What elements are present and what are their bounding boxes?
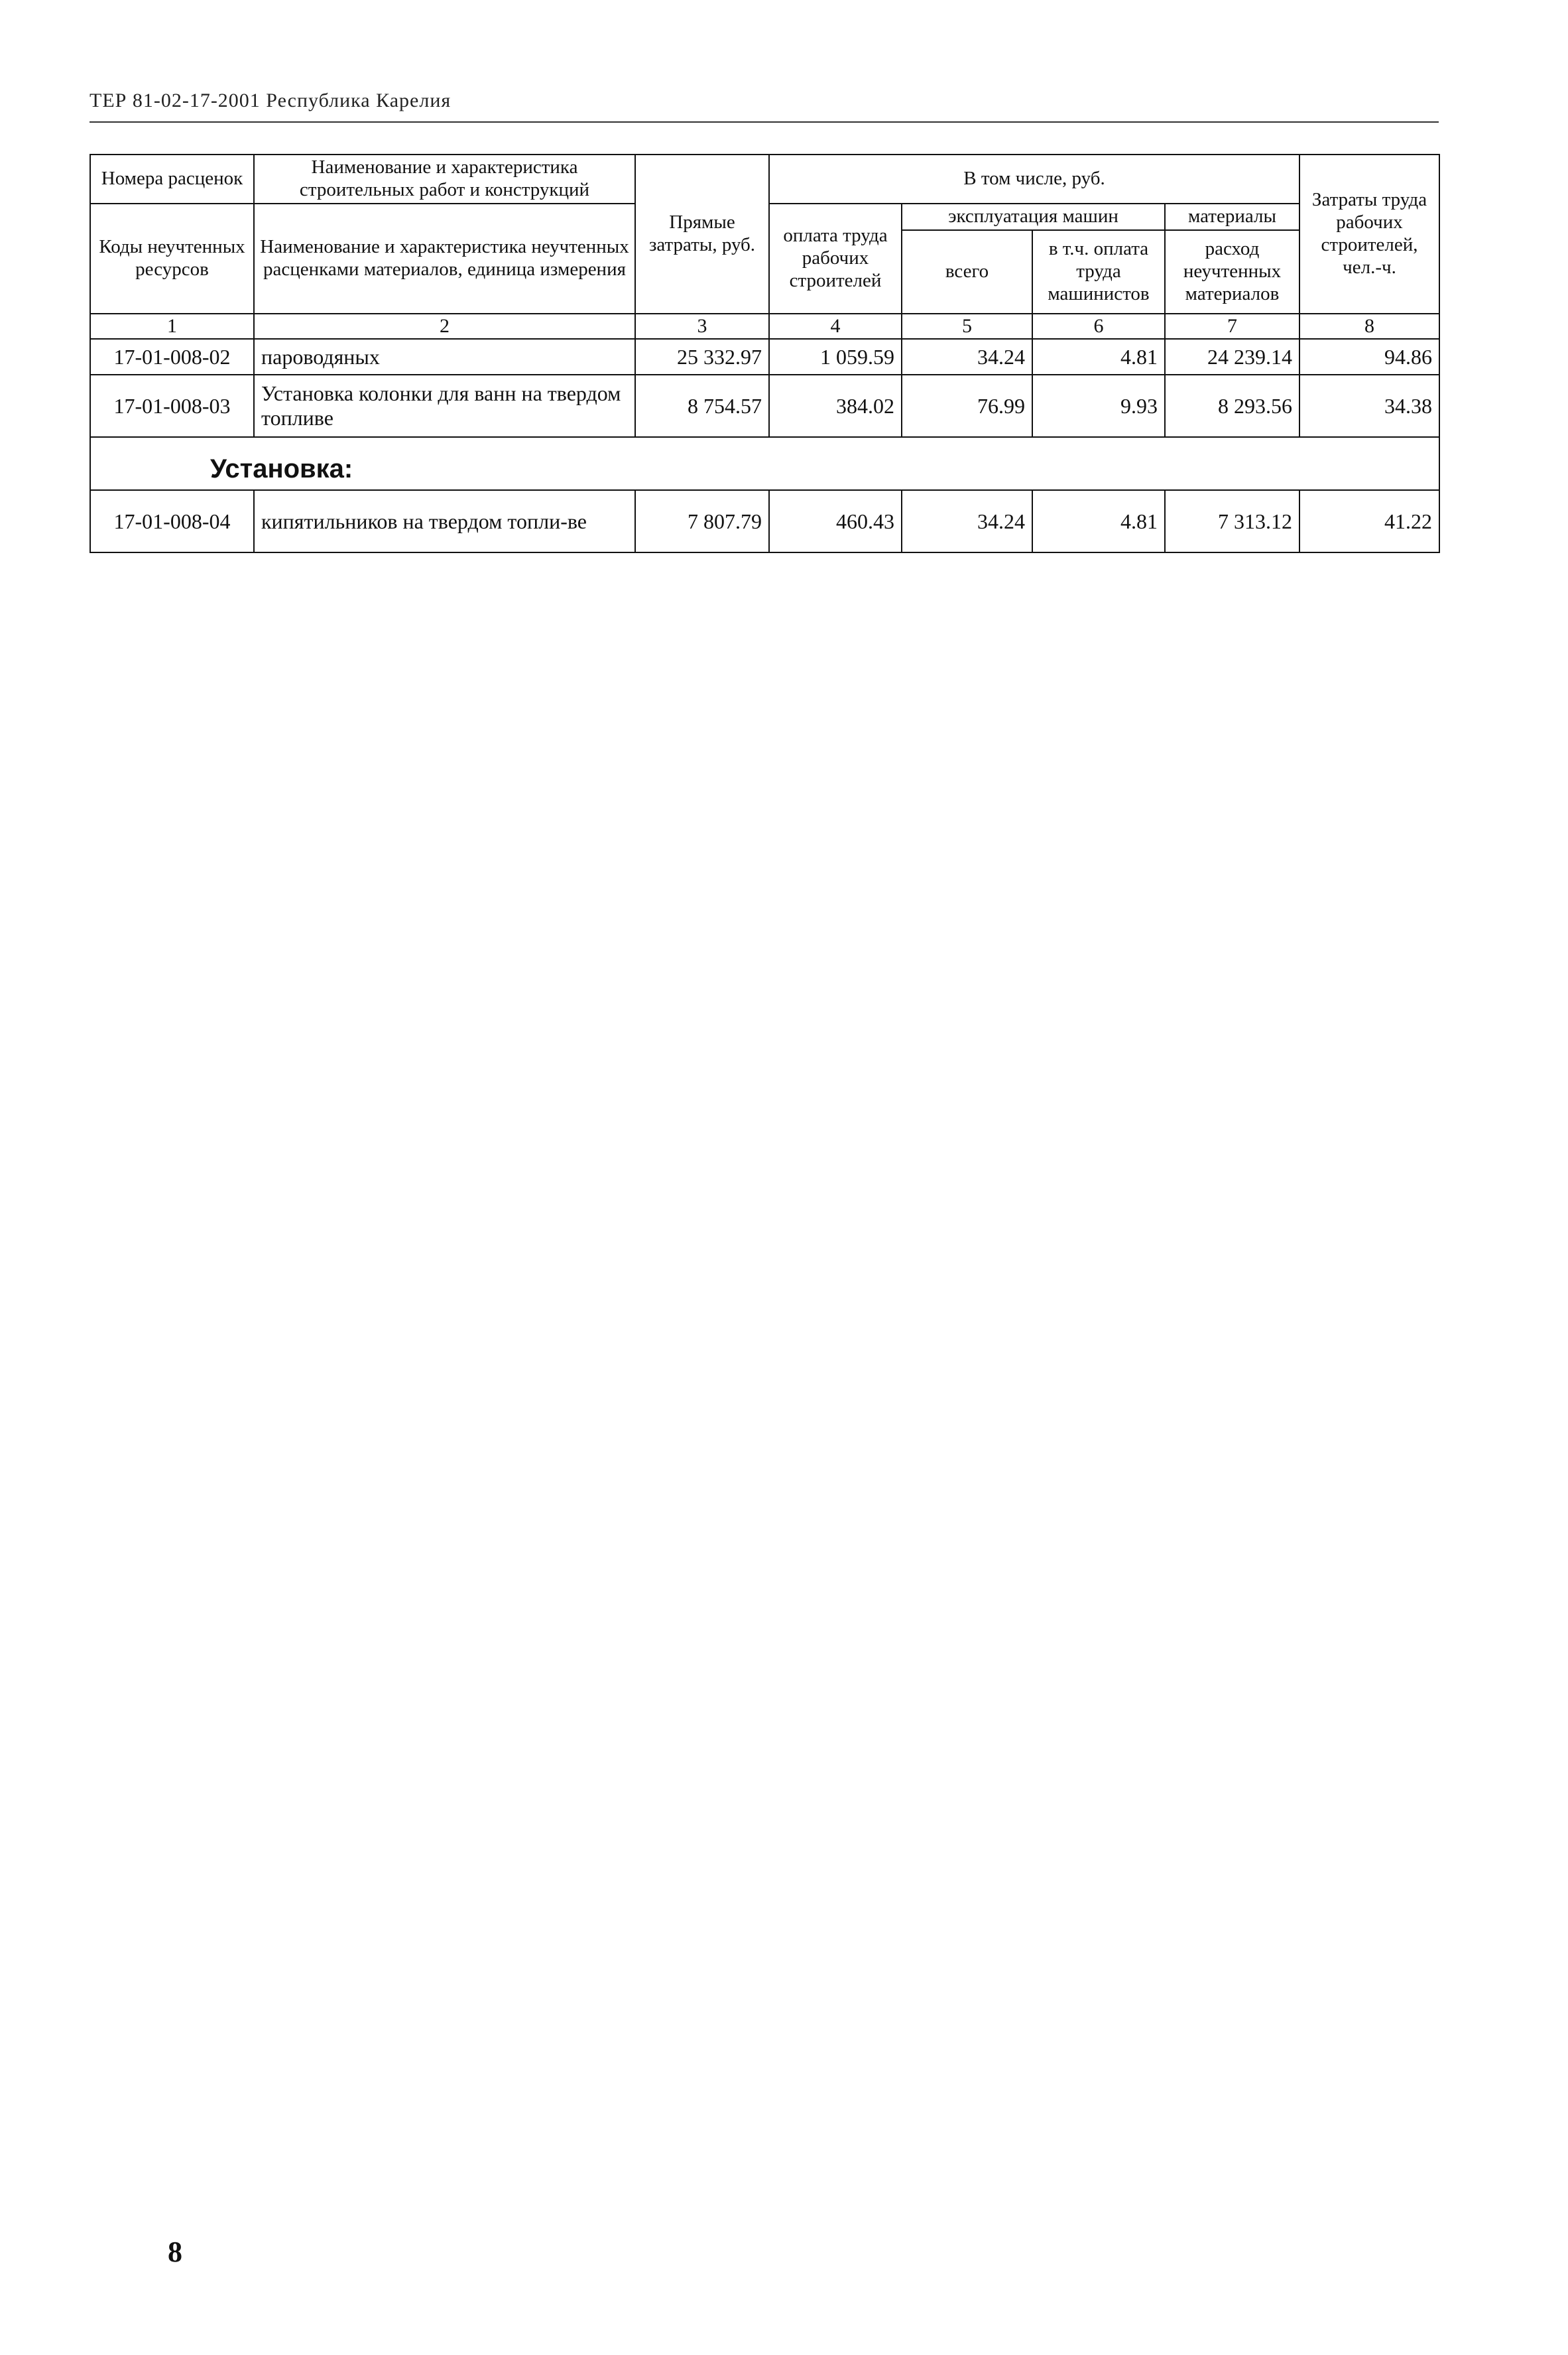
labor-hours-value: 34.38 <box>1299 375 1439 437</box>
machinists-pay-value: 9.93 <box>1032 375 1165 437</box>
page-number: 8 <box>168 2236 182 2268</box>
header-resource-codes: Коды неучтенных ресурсов <box>90 204 254 314</box>
direct-costs-value: 25 332.97 <box>635 339 769 375</box>
header-labor-pay: оплата труда рабочих строителей <box>769 204 902 314</box>
header-materials: материалы <box>1165 204 1299 230</box>
machinists-pay-value: 4.81 <box>1032 339 1165 375</box>
table-row <box>90 339 1439 375</box>
column-number-row <box>90 314 1439 340</box>
rate-code: 17-01-008-03 <box>90 375 254 437</box>
labor-hours-value: 41.22 <box>1299 490 1439 552</box>
machines-total-value: 34.24 <box>902 339 1032 375</box>
direct-costs-value: 8 754.57 <box>635 375 769 437</box>
labor-pay-value: 460.43 <box>769 490 902 552</box>
rate-code: 17-01-008-04 <box>90 490 254 552</box>
work-name: пароводяных <box>254 339 635 375</box>
work-name: кипятильников на твердом топли-ве <box>254 490 635 552</box>
rate-code: 17-01-008-02 <box>90 339 254 375</box>
machinists-pay-value: 4.81 <box>1032 490 1165 552</box>
direct-costs-value: 7 807.79 <box>635 490 769 552</box>
column-number: 2 <box>254 314 635 340</box>
header-rule <box>90 121 1439 123</box>
machines-total-value: 34.24 <box>902 490 1032 552</box>
price-table <box>90 154 1440 553</box>
materials-value: 8 293.56 <box>1165 375 1299 437</box>
column-number: 7 <box>1165 314 1299 340</box>
header-material-name: Наименование и характеристика неучтенных расценками материалов, единица измерения <box>254 204 635 314</box>
column-number: 5 <box>902 314 1032 340</box>
column-number: 8 <box>1299 314 1439 340</box>
header-machine-operation: эксплуатация машин <box>902 204 1165 230</box>
materials-value: 7 313.12 <box>1165 490 1299 552</box>
labor-pay-value: 384.02 <box>769 375 902 437</box>
document-header: ТЕР 81-02-17-2001 Республика Карелия <box>90 90 452 111</box>
work-name: Установка колонки для ванн на твердом топливе <box>254 375 635 437</box>
column-number: 6 <box>1032 314 1165 340</box>
labor-hours-value: 94.86 <box>1299 339 1439 375</box>
labor-pay-value: 1 059.59 <box>769 339 902 375</box>
header-rate-numbers: Номера расценок <box>90 155 254 204</box>
header-labor-hours: Затраты труда рабочих строителей, чел.-ч. <box>1299 155 1439 314</box>
header-row-1 <box>90 155 1439 204</box>
table-row <box>90 490 1439 552</box>
machines-total-value: 76.99 <box>902 375 1032 437</box>
header-work-name: Наименование и характеристика строительных работ и конструкций <box>254 155 635 204</box>
header-unaccounted-materials: расход неучтенных материалов <box>1165 230 1299 314</box>
column-number: 3 <box>635 314 769 340</box>
column-number: 4 <box>769 314 902 340</box>
header-direct-costs: Прямые затраты, руб. <box>635 155 769 314</box>
column-number: 1 <box>90 314 254 340</box>
materials-value: 24 239.14 <box>1165 339 1299 375</box>
table-row <box>90 375 1439 437</box>
section-title: Установка: <box>90 437 1439 490</box>
header-machines-total: всего <box>902 230 1032 314</box>
header-machinists-pay: в т.ч. оплата труда машинистов <box>1032 230 1165 314</box>
header-including-group: В том числе, руб. <box>769 155 1299 204</box>
section-row <box>90 437 1439 490</box>
